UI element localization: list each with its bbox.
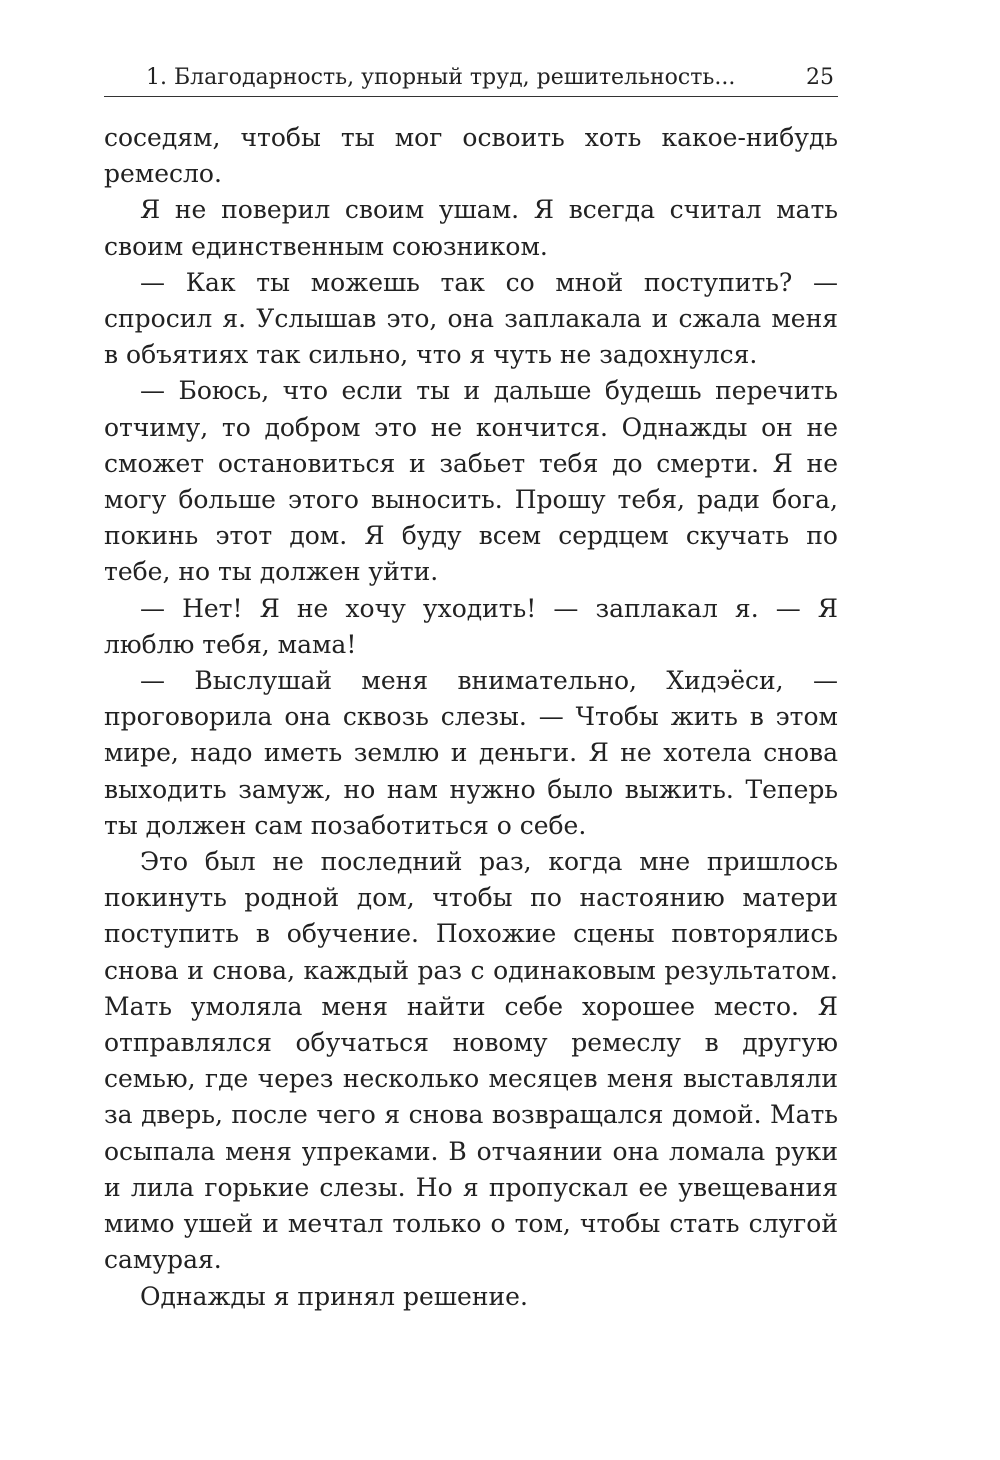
paragraph: Это был не последний раз, когда мне пришлось покинуть родной дом, чтобы по настоянию матери поступить в обучение. Похожие сцены повторялись снова и снова, каждый раз с одинаковым результатом. Мать умоляла меня найти себе хорошее место. Я отправлялся обучаться новому ремеслу в другую семью, где через несколько месяцев меня выставляли за дверь, после чего я снова возвращался домой. Мать осыпала меня упреками. В отчаянии она ломала руки и лила горькие слезы. Но я пропускал ее увещевания мимо ушей и мечтал только о том, чтобы стать слугой самурая. — [104, 847, 838, 1275]
paragraph: Я не поверил своим ушам. Я всегда считал мать своим единственным союзником. — [104, 195, 838, 261]
paragraph: — Как ты можешь так со мной поступить? — спросил я. Услышав это, она заплакала и сжала меня в объятиях так сильно, что я чуть не задохнулся. — [104, 267, 838, 370]
paragraph: — Выслушай меня внимательно, Хидэёси, — проговорила она сквозь слезы. — Чтобы жить в этом мире, надо иметь землю и деньги. Я не хотела снова выходить замуж, но нам нужно было выжить. Теперь ты должен сам позаботиться о себе. — [104, 666, 838, 840]
paragraph: — Нет! Я не хочу уходить! — заплакал я. — Я люблю тебя, мама! — [104, 593, 838, 659]
running-header — [104, 62, 838, 97]
page-number: 25 — [806, 65, 834, 90]
book-page — [104, 0, 838, 1460]
paragraph: — Боюсь, что если ты и дальше будешь перечить отчиму, то добром это не кончится. Однажды он не сможет остановиться и забьет тебя до смерти. Я не могу больше этого выносить. Прошу тебя, ради бога, покинь этот дом. Я буду всем сердцем скучать по тебе, но ты должен уйти. — [104, 376, 838, 587]
chapter-title: 1. Благодарность, упорный труд, решительность... — [146, 65, 736, 90]
body-text — [104, 120, 838, 1315]
paragraph: Однажды я принял решение. — [140, 1281, 528, 1311]
paragraph: соседям, чтобы ты мог освоить хоть какое-нибудь ремесло. — [104, 123, 838, 189]
